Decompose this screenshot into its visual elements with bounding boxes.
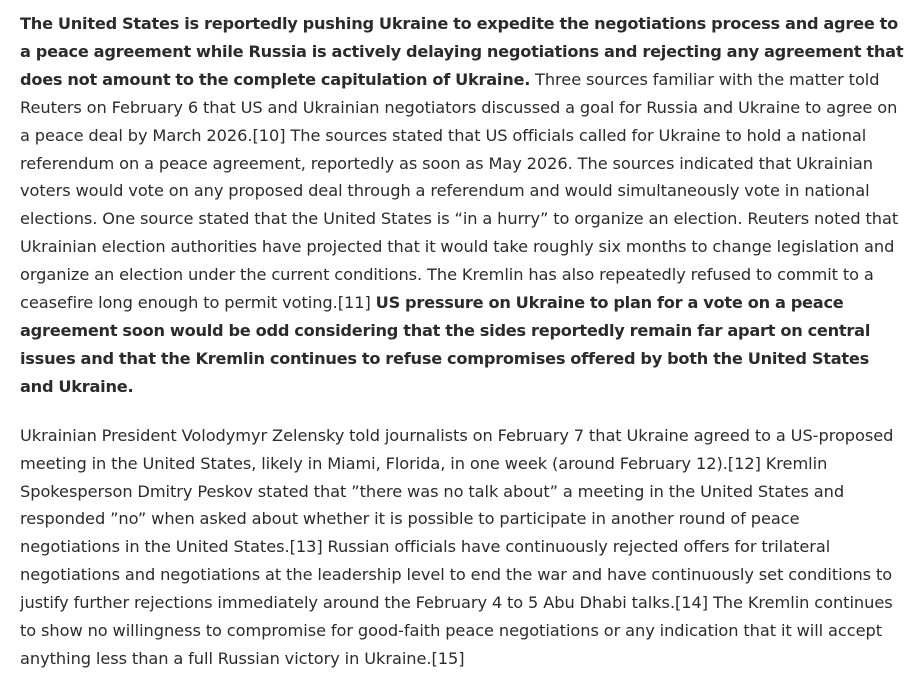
article-body (20, 10, 904, 673)
paragraph-zelensky-meeting (20, 422, 904, 673)
bold-lead-sentence: The United States is reportedly pushing Ukraine to expedite the negotiations process and agree to a peace agreement while Russia is actively delaying negotiations and rejecting any agreement that does not amount to the complete capitulation of Ukraine. (20, 14, 904, 89)
paragraph-body-text: Ukrainian President Volodymyr Zelensky told journalists on February 7 that Ukraine agreed to a US-proposed meeting in the United States, likely in Miami, Florida, in one week (around February 12).[12] Kremlin Spokesperson Dmitry Peskov stated that ”there was no talk about” a meeting in the United States and responded ”no” when asked about whether it is possible to participate in another round of peace negotiations in the United States.[13] Russian officials have continuously rejected offers for trilateral negotiations and negotiations at the leadership level to end the war and have continuously set conditions to justify further rejections immediately around the February 4 to 5 Abu Dhabi talks.[14] The Kremlin continues to show no willingness to compromise for good-faith peace negotiations or any indication that it will accept anything less than a full Russian victory in Ukraine.[15] (20, 425, 894, 668)
bold-assessment-sentence: US pressure on Ukraine to plan for a vote on a peace agreement soon would be odd considering that the sides reportedly remain far apart on central issues and that the Kremlin continues to refuse compromises offered by both the United States and Ukraine. (20, 293, 871, 396)
paragraph-body-text: Three sources familiar with the matter told Reuters on February 6 that US and Ukrainian negotiators discussed a goal for Russia and Ukraine to agree on a peace deal by March 2026.[10] The sources stated that US officials called for Ukraine to hold a national referendum on a peace agreement, reportedly as soon as May 2026. The sources indicated that Ukrainian voters would vote on any proposed deal through a referendum and would simultaneously vote in national elections. One source stated that the United States is “in a hurry” to organize an election. Reuters noted that Ukrainian election authorities have projected that it would take roughly six months to change legislation and organize an election under the current conditions. The Kremlin has also repeatedly refused to commit to a ceasefire long enough to permit voting.[11] (20, 69, 899, 313)
paragraph-us-pressure (20, 10, 904, 401)
